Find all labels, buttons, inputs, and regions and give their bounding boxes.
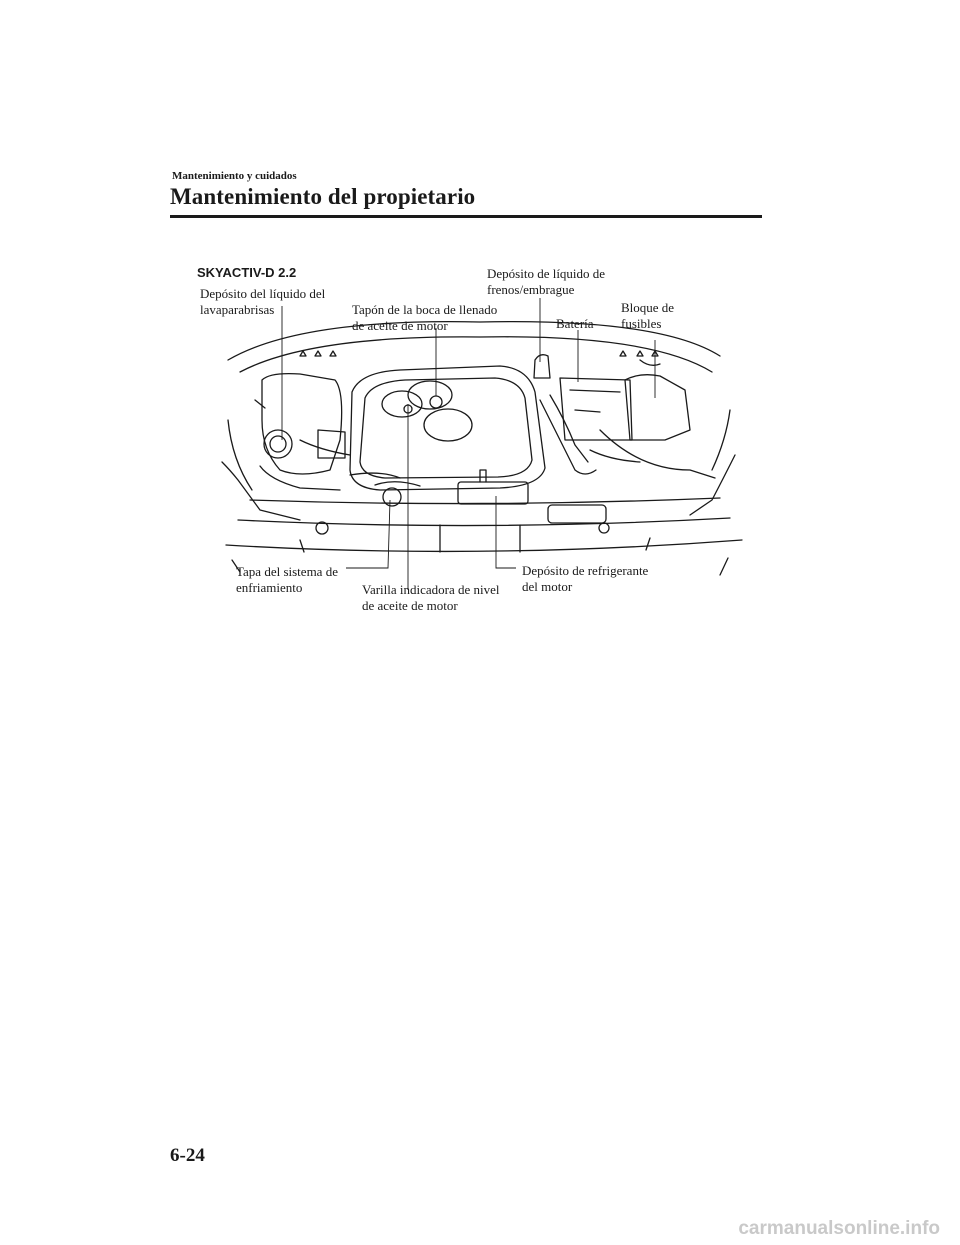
right-fender: [690, 455, 735, 515]
battery-drawing: [560, 378, 632, 440]
label-brake-reservoir: Depósito de líquido de frenos/embrague: [487, 266, 606, 297]
label-battery: Batería: [556, 316, 594, 331]
label-dipstick: Varilla indicadora de nivel de aceite de motor: [362, 582, 500, 613]
engine-variant-label: SKYACTIV-D 2.2: [197, 265, 297, 280]
label-coolant-tank: Depósito de refrigerante del motor: [522, 563, 649, 594]
page-title: Mantenimiento del propietario: [170, 184, 476, 209]
brake-reservoir: [534, 355, 550, 378]
label-oil-filler-cap: Tapón de la boca de llenado de aceite de motor: [352, 302, 498, 333]
fuse-block-drawing: [625, 375, 690, 440]
label-washer-reservoir: Depósito del líquido del lavaparabrisas: [200, 286, 326, 317]
washer-reservoir: [262, 374, 342, 474]
section-heading: Mantenimiento y cuidados: [172, 170, 297, 182]
leader-cooling-cap: [346, 500, 390, 568]
coolant-tank-drawing: [458, 482, 528, 504]
label-cooling-cap: Tapa del sistema de enfriamiento: [236, 564, 338, 595]
label-fuse-block: Bloque de fusibles: [621, 300, 675, 331]
watermark: carmanualsonline.info: [738, 1218, 940, 1239]
page-number: 6-24: [170, 1145, 205, 1166]
radiator-support: [250, 498, 720, 504]
leader-coolant-tank: [496, 496, 516, 568]
left-fender: [222, 462, 300, 520]
